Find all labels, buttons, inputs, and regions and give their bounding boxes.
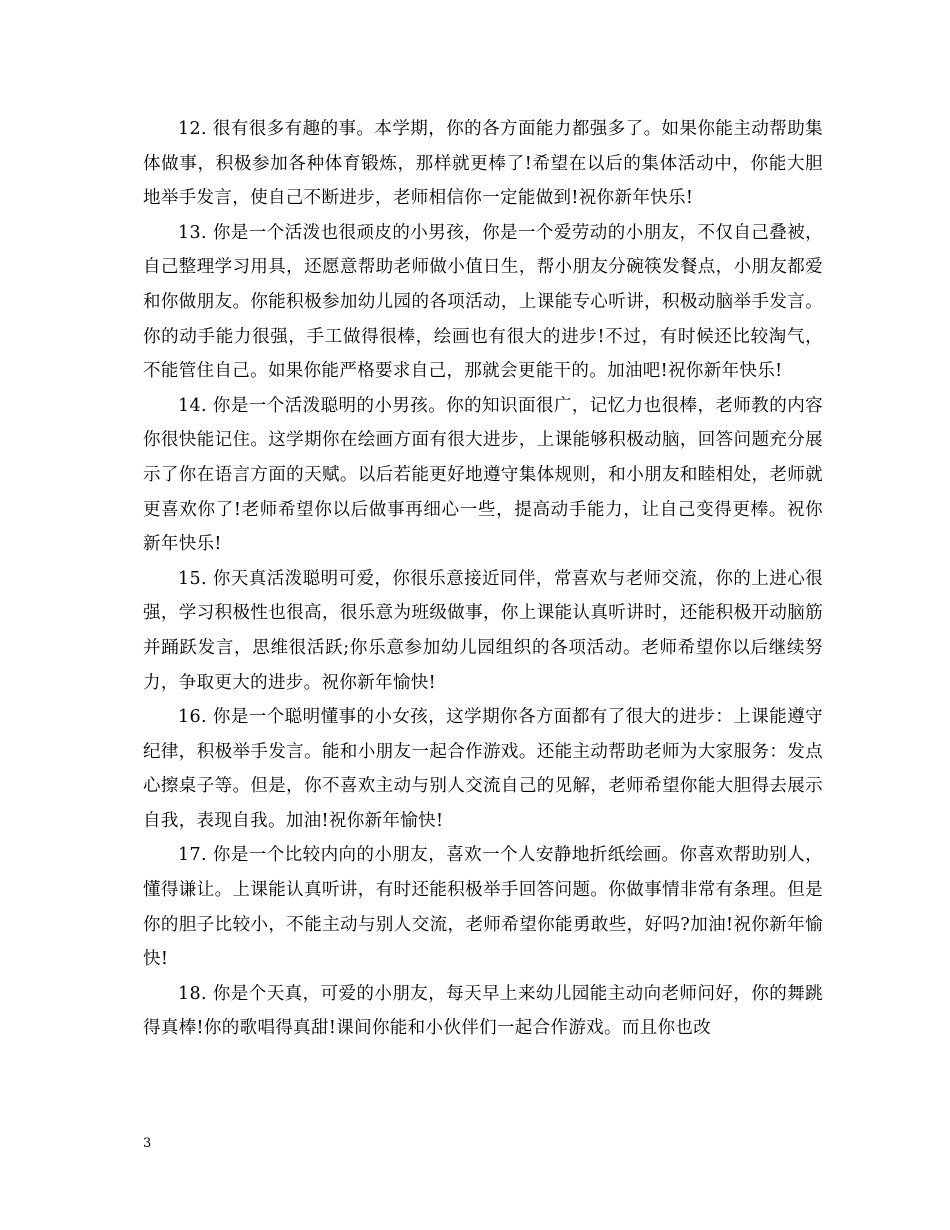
paragraph-16: 16. 你是一个聪明懂事的小女孩，这学期你各方面都有了很大的进步：上课能遵守纪律，积极举手发言。能和小朋友一起合作游戏。还能主动帮助老师为大家服务：发点心擦桌子等。但是，你不喜欢主动与别人交流自己的见解，老师希望你能大胆得去展示自我，表现自我。加油!祝你新年愉快! [143,707,823,831]
paragraph-14: 14. 你是一个活泼聪明的小男孩。你的知识面很广，记忆力也很棒，老师教的内容你很快能记住。这学期你在绘画方面有很大进步，上课能够积极动脑，回答问题充分展示了你在语言方面的天赋。以后若能更好地遵守集体规则，和小朋友和睦相处，老师就更喜欢你了!老师希望你以后做事再细心一些，提高动手能力，让自己变得更棒。祝你新年快乐! [143,395,823,555]
paragraph-15: 15. 你天真活泼聪明可爱，你很乐意接近同伴，常喜欢与老师交流，你的上进心很强，学习积极性也很高，很乐意为班级做事，你上课能认真听讲时，还能积极开动脑筋并踊跃发言，思维很活跃;你乐意参加幼儿园组织的各项活动。老师希望你以后继续努力，争取更大的进步。祝你新年愉快! [143,568,823,693]
document-body [143,112,823,1046]
paragraph-12: 12. 很有很多有趣的事。本学期，你的各方面能力都强多了。如果你能主动帮助集体做事，积极参加各种体育锻炼，那样就更棒了!希望在以后的集体活动中，你能大胆地举手发言，使自己不断进步，老师相信你一定能做到!祝你新年快乐! [143,119,823,209]
paragraph-18: 18. 你是个天真，可爱的小朋友，每天早上来幼儿园能主动向老师问好，你的舞跳得真棒!你的歌唱得真甜!课间你能和小伙伴们一起合作游戏。而且你也改 [143,983,823,1039]
paragraph-13: 13. 你是一个活泼也很顽皮的小男孩，你是一个爱劳动的小朋友，不仅自己叠被，自己整理学习用具，还愿意帮助老师做小值日生，帮小朋友分碗筷发餐点，小朋友都爱和你做朋友。你能积极参加幼儿园的各项活动，上课能专心听讲，积极动脑举手发言。你的动手能力很强，手工做得很棒，绘画也有很大的进步!不过，有时候还比较淘气，不能管住自己。如果你能严格要求自己，那就会更能干的。加油吧!祝你新年快乐! [143,222,823,382]
paragraph-17: 17. 你是一个比较内向的小朋友，喜欢一个人安静地折纸绘画。你喜欢帮助别人，懂得谦让。上课能认真听讲，有时还能积极举手回答问题。你做事情非常有条理。但是你的胆子比较小，不能主动与别人交流，老师希望你能勇敢些，好吗?加油!祝你新年愉快! [143,845,823,970]
page-number: 3 [143,1136,152,1151]
